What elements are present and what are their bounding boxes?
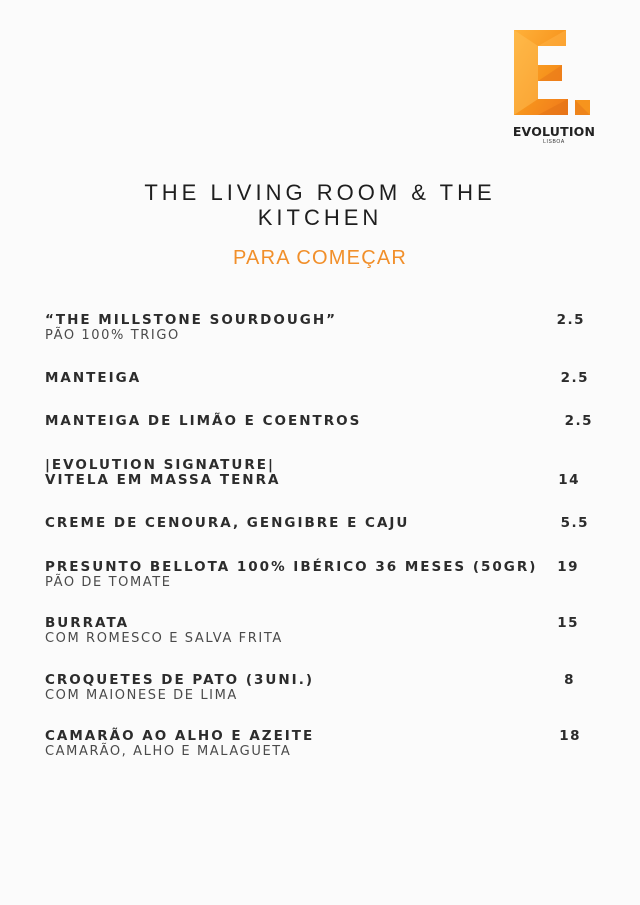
item-price: 8 (564, 672, 575, 688)
menu-item (45, 729, 595, 759)
item-description: PÃO DE TOMATE (45, 575, 172, 590)
item-name: CAMARÃO AO ALHO E AZEITE (45, 728, 315, 744)
item-price: 14 (558, 472, 580, 488)
item-price: 2.5 (556, 312, 585, 328)
item-price: 19 (557, 559, 579, 575)
menu-item (45, 371, 595, 386)
item-description: CAMARÃO, ALHO E MALAGUETA (45, 744, 292, 759)
menu-item (45, 458, 595, 488)
item-name: CROQUETES DE PATO (3UNI.) (45, 672, 315, 688)
menu-item (45, 516, 595, 531)
item-name: MANTEIGA DE LIMÃO E COENTROS (45, 413, 362, 429)
item-price: 18 (559, 728, 581, 744)
menu-item (45, 616, 595, 646)
item-name: CREME DE CENOURA, GENGIBRE E CAJU (45, 515, 410, 531)
evolution-e-logo-icon (512, 28, 596, 118)
menu-item (45, 560, 595, 590)
brand-logo (508, 28, 600, 148)
menu-title: THE LIVING ROOM & THE KITCHEN (144, 180, 496, 230)
item-description: COM MAIONESE DE LIMA (45, 688, 238, 703)
brand-name: EVOLUTION (512, 124, 596, 139)
item-price: 5.5 (560, 515, 589, 531)
item-price: 2.5 (564, 413, 593, 429)
item-name-line-2: VITELA EM MASSA TENRA (45, 472, 281, 488)
menu-item (45, 313, 595, 343)
menu-item (45, 673, 595, 703)
item-name: BURRATA (45, 615, 130, 631)
item-description: PÃO 100% TRIGO (45, 328, 180, 343)
item-name: PRESUNTO BELLOTA 100% IBÉRICO 36 MESES (50GR) (45, 559, 538, 575)
item-name: |EVOLUTION SIGNATURE| (45, 457, 275, 473)
section-heading: PARA COMEÇAR (232, 247, 408, 269)
item-price: 15 (557, 615, 579, 631)
menu-item (45, 414, 595, 429)
brand-location: LISBOA (543, 139, 565, 145)
item-price: 2.5 (560, 370, 589, 386)
item-description: COM ROMESCO E SALVA FRITA (45, 631, 283, 646)
item-name: MANTEIGA (45, 370, 142, 386)
item-name: “THE MILLSTONE SOURDOUGH” (45, 312, 338, 328)
